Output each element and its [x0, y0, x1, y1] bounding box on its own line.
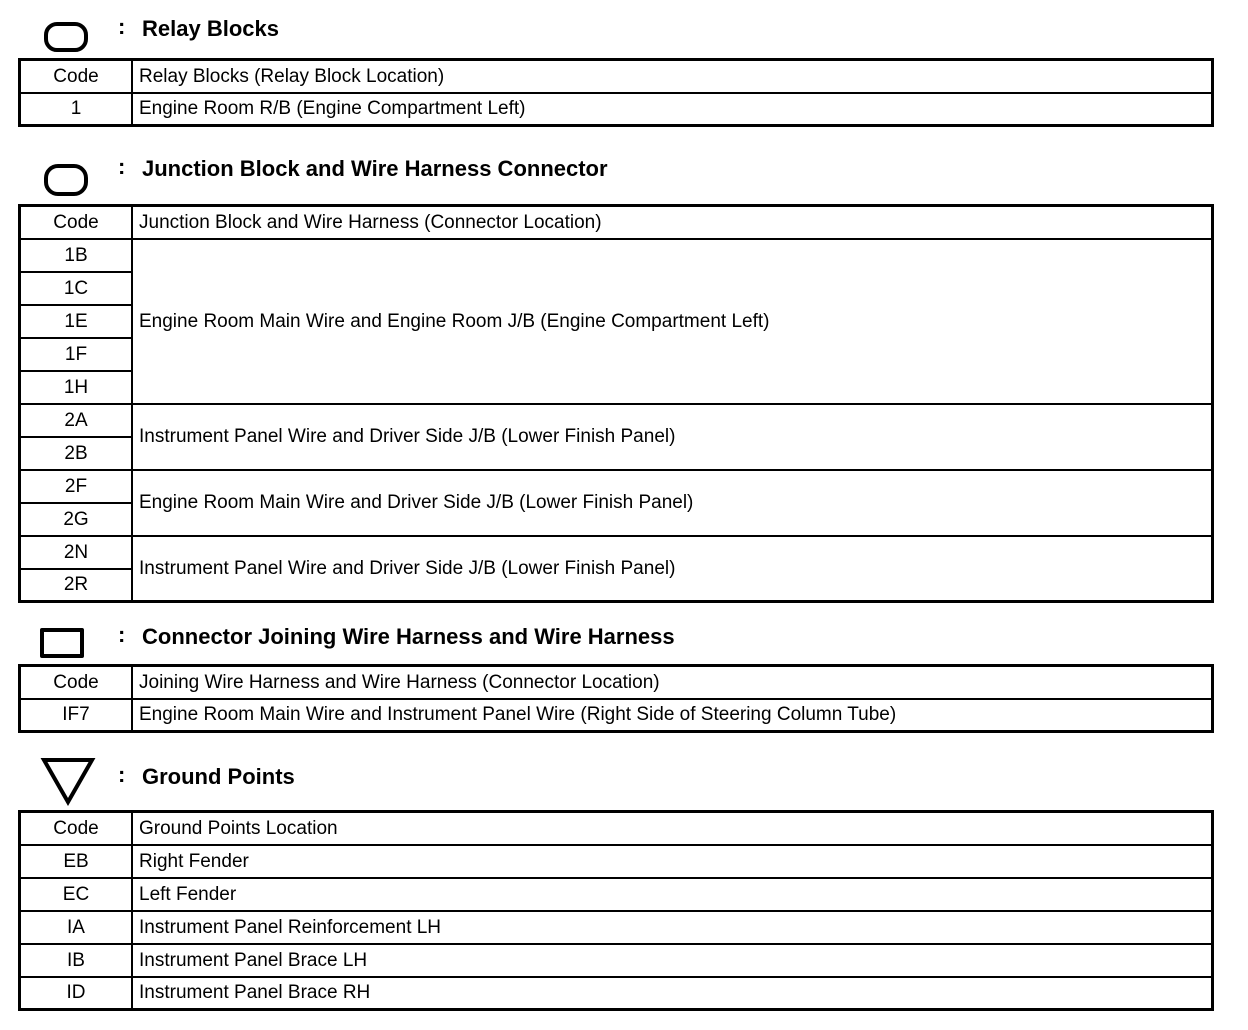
code-cell: 2N	[20, 536, 133, 569]
location-cell: Engine Room Main Wire and Engine Room J/B (Engine Compartment Left)	[132, 239, 1213, 404]
relay-blocks-table	[18, 58, 1214, 127]
table-row	[20, 977, 1213, 1010]
table-row	[20, 470, 1213, 503]
location-header: Relay Blocks (Relay Block Location)	[132, 60, 1213, 93]
code-cell: 1C	[20, 272, 133, 305]
ground-colon: :	[118, 762, 126, 787]
table-row	[20, 911, 1213, 944]
ground-points-title: Ground Points	[142, 764, 295, 789]
table-row	[20, 699, 1213, 732]
table-row	[20, 536, 1213, 569]
connector-rect-icon	[40, 628, 84, 658]
junction-block-rounded-rect-icon	[44, 164, 88, 196]
location-cell: Engine Room R/B (Engine Compartment Left)	[132, 93, 1213, 126]
code-cell: IA	[20, 911, 133, 944]
relay-blocks-heading	[0, 8, 1248, 48]
code-cell: ID	[20, 977, 133, 1010]
junction-block-table	[18, 204, 1214, 603]
code-cell: IF7	[20, 699, 133, 732]
location-header: Ground Points Location	[132, 812, 1213, 845]
code-cell: 2A	[20, 404, 133, 437]
location-cell: Instrument Panel Brace LH	[132, 944, 1213, 977]
table-row	[20, 845, 1213, 878]
relay-colon: :	[118, 14, 126, 39]
triangle-down-icon	[40, 756, 96, 806]
code-cell: 2B	[20, 437, 133, 470]
location-header: Joining Wire Harness and Wire Harness (Connector Location)	[132, 666, 1213, 699]
junction-block-title: Junction Block and Wire Harness Connector	[142, 156, 608, 181]
location-cell: Instrument Panel Wire and Driver Side J/B (Lower Finish Panel)	[132, 404, 1213, 470]
code-cell: 1B	[20, 239, 133, 272]
table-row	[20, 404, 1213, 437]
connector-heading	[0, 618, 1248, 658]
table-row	[20, 878, 1213, 911]
relay-blocks-title: Relay Blocks	[142, 16, 279, 41]
relay-block-rounded-rect-icon	[44, 22, 88, 52]
table-row	[20, 239, 1213, 272]
connector-table	[18, 664, 1214, 733]
location-cell: Left Fender	[132, 878, 1213, 911]
location-cell: Instrument Panel Reinforcement LH	[132, 911, 1213, 944]
location-cell: Instrument Panel Wire and Driver Side J/B (Lower Finish Panel)	[132, 536, 1213, 602]
code-header: Code	[20, 812, 133, 845]
location-cell: Instrument Panel Brace RH	[132, 977, 1213, 1010]
code-cell: IB	[20, 944, 133, 977]
ground-points-heading	[0, 752, 1248, 792]
connector-colon: :	[118, 622, 126, 647]
code-header: Code	[20, 666, 133, 699]
code-cell: EC	[20, 878, 133, 911]
location-cell: Engine Room Main Wire and Instrument Panel Wire (Right Side of Steering Column Tube)	[132, 699, 1213, 732]
location-cell: Right Fender	[132, 845, 1213, 878]
table-header-row	[20, 60, 1213, 93]
code-cell: 1H	[20, 371, 133, 404]
code-cell: 1F	[20, 338, 133, 371]
code-cell: 1E	[20, 305, 133, 338]
junction-colon: :	[118, 154, 126, 179]
location-header: Junction Block and Wire Harness (Connector Location)	[132, 206, 1213, 239]
connector-title: Connector Joining Wire Harness and Wire Harness	[142, 624, 675, 649]
ground-points-table	[18, 810, 1214, 1011]
junction-block-heading	[0, 150, 1248, 190]
code-cell: 1	[20, 93, 133, 126]
code-cell: EB	[20, 845, 133, 878]
table-row	[20, 93, 1213, 126]
code-cell: 2R	[20, 569, 133, 602]
table-header-row	[20, 812, 1213, 845]
code-header: Code	[20, 206, 133, 239]
code-header: Code	[20, 60, 133, 93]
code-cell: 2F	[20, 470, 133, 503]
location-cell: Engine Room Main Wire and Driver Side J/B (Lower Finish Panel)	[132, 470, 1213, 536]
table-header-row	[20, 666, 1213, 699]
table-row	[20, 944, 1213, 977]
code-cell: 2G	[20, 503, 133, 536]
table-header-row	[20, 206, 1213, 239]
